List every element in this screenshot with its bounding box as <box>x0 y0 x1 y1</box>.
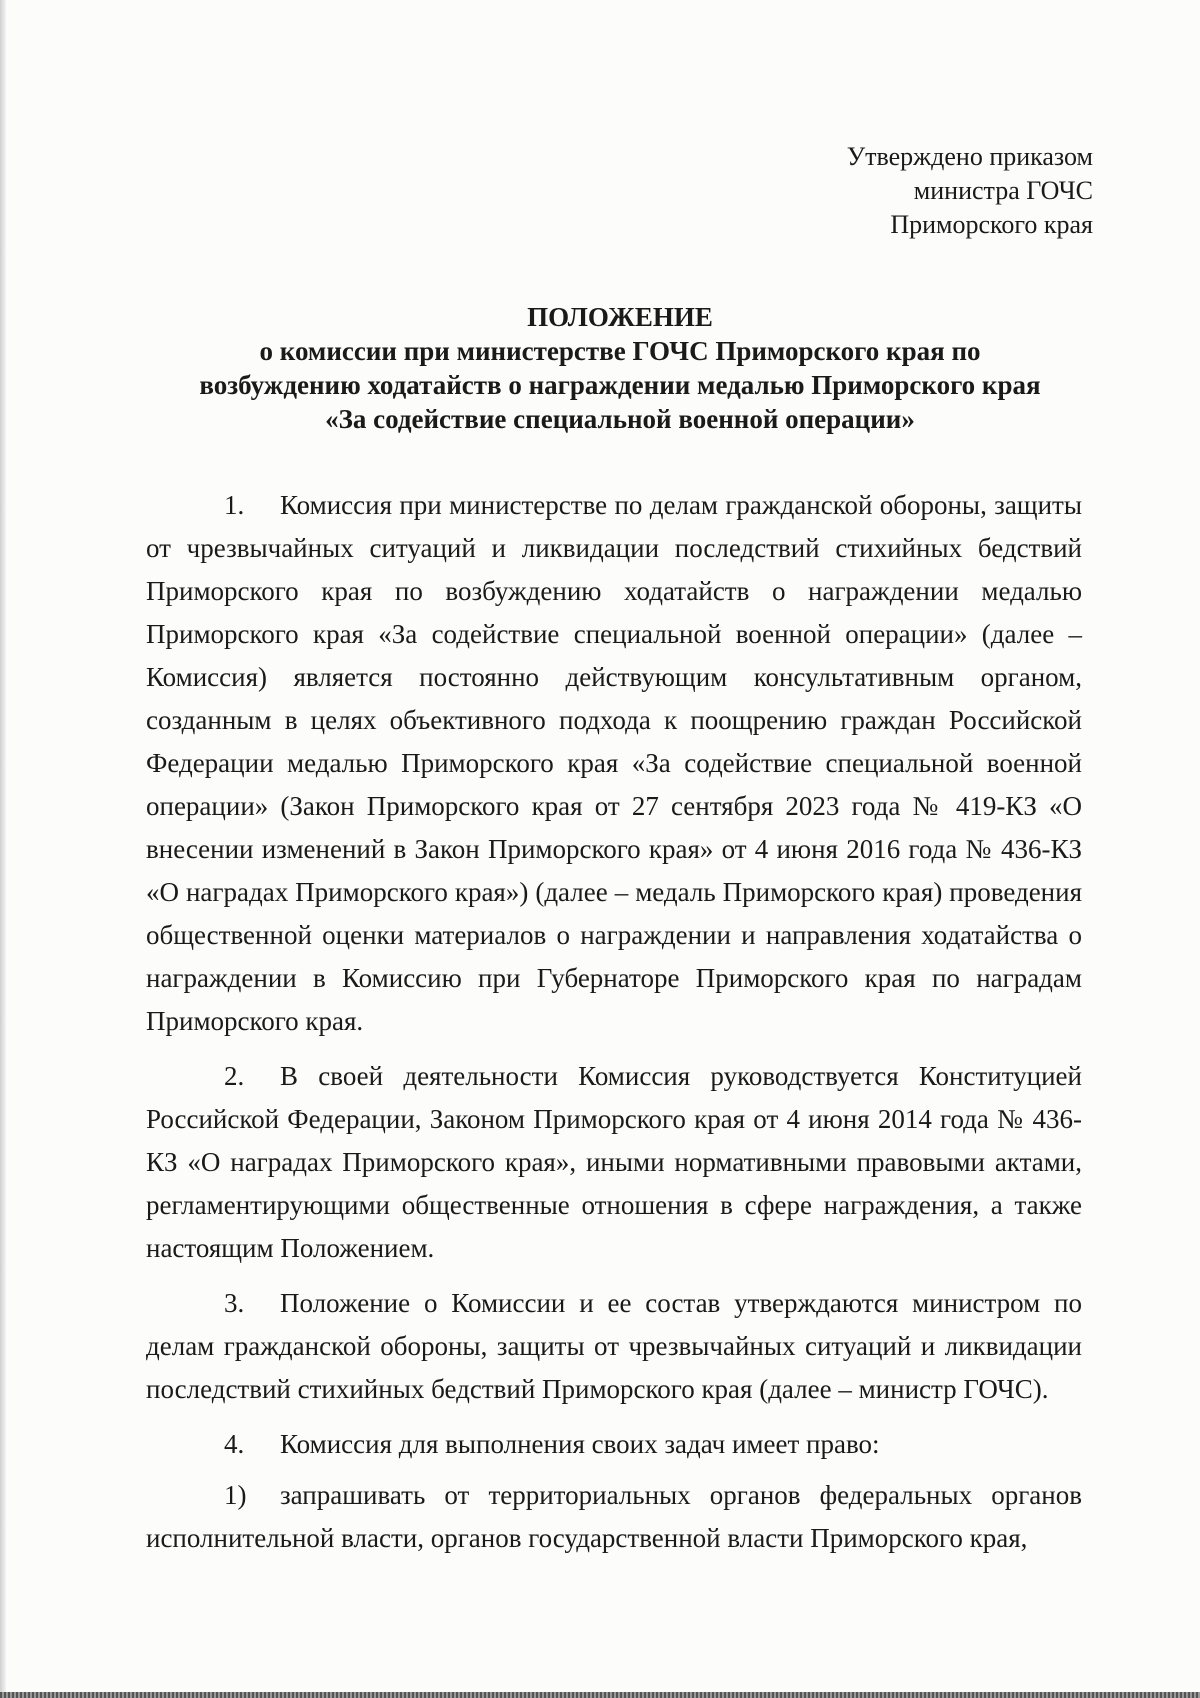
approval-line-3: Приморского края <box>890 210 1093 239</box>
title-heading: ПОЛОЖЕНИЕ <box>527 302 713 332</box>
approval-stamp-block <box>847 140 1093 242</box>
paragraph-text: запрашивать от территориальных органов федеральных органов исполнительной власти, органов государственной власти Приморского края, <box>146 1480 1082 1553</box>
paragraph-text: Комиссия при министерстве по делам гражданской обороны, защиты от чрезвычайных ситуаций и ликвидации последствий стихийных бедствий Приморского края по возбуждению ходатайств о награждении медалью Приморского края «За содействие специальной военной операции» (далее – Комиссия) является постоянно действующим консультативным органом, созданным в целях объективного подхода к поощрению граждан Российской Федерации медалью Приморского края «За содействие специальной военной операции» (Закон Приморского края от 27 сентября 2023 года № 419-КЗ «О внесении изменений в Закон Приморского края» от 4 июня 2016 года № 436-КЗ «О наградах Приморского края») (далее – медаль Приморского края) проведения общественной оценки материалов о награждении и направления ходатайства о награждении в Комиссию при Губернаторе Приморского края по наградам Приморского края. <box>146 490 1082 1036</box>
subparagraph-1 <box>146 1474 1082 1560</box>
paragraph-1 <box>146 484 1082 1043</box>
paragraph-number: 4. <box>224 1429 245 1459</box>
paragraph-4 <box>146 1423 1082 1466</box>
paragraph-number: 2. <box>224 1061 245 1091</box>
paragraph-2 <box>146 1055 1082 1270</box>
title-line-2: возбуждению ходатайств о награждении медалью Приморского края <box>199 370 1041 400</box>
title-line-3: «За содействие специальной военной операции» <box>325 404 915 434</box>
document-body <box>146 484 1082 1572</box>
paragraph-text: Комиссия для выполнения своих задач имеет право: <box>280 1429 880 1459</box>
scan-bottom-edge <box>0 1692 1200 1698</box>
document-title <box>0 300 1200 436</box>
paragraph-text: В своей деятельности Комиссия руководствуется Конституцией Российской Федерации, Законом Приморского края от 4 июня 2014 года № 436-КЗ «О наградах Приморского края», иными нормативными правовыми актами, регламентирующими общественные отношения в сфере награждения, а также настоящим Положением. <box>146 1061 1082 1263</box>
approval-line-2: министра ГОЧС <box>913 176 1093 205</box>
paragraph-number: 1. <box>224 490 245 520</box>
paragraph-3 <box>146 1282 1082 1411</box>
paragraph-number: 3. <box>224 1288 245 1318</box>
paragraph-number: 1) <box>224 1480 247 1510</box>
approval-line-1: Утверждено приказом <box>846 142 1093 171</box>
title-line-1: о комиссии при министерстве ГОЧС Приморского края по <box>259 336 981 366</box>
paragraph-text: Положение о Комиссии и ее состав утверждаются министром по делам гражданской обороны, защиты от чрезвычайных ситуаций и ликвидации последствий стихийных бедствий Приморского края (далее – министр ГОЧС). <box>146 1288 1082 1404</box>
scan-left-edge <box>0 0 6 1698</box>
